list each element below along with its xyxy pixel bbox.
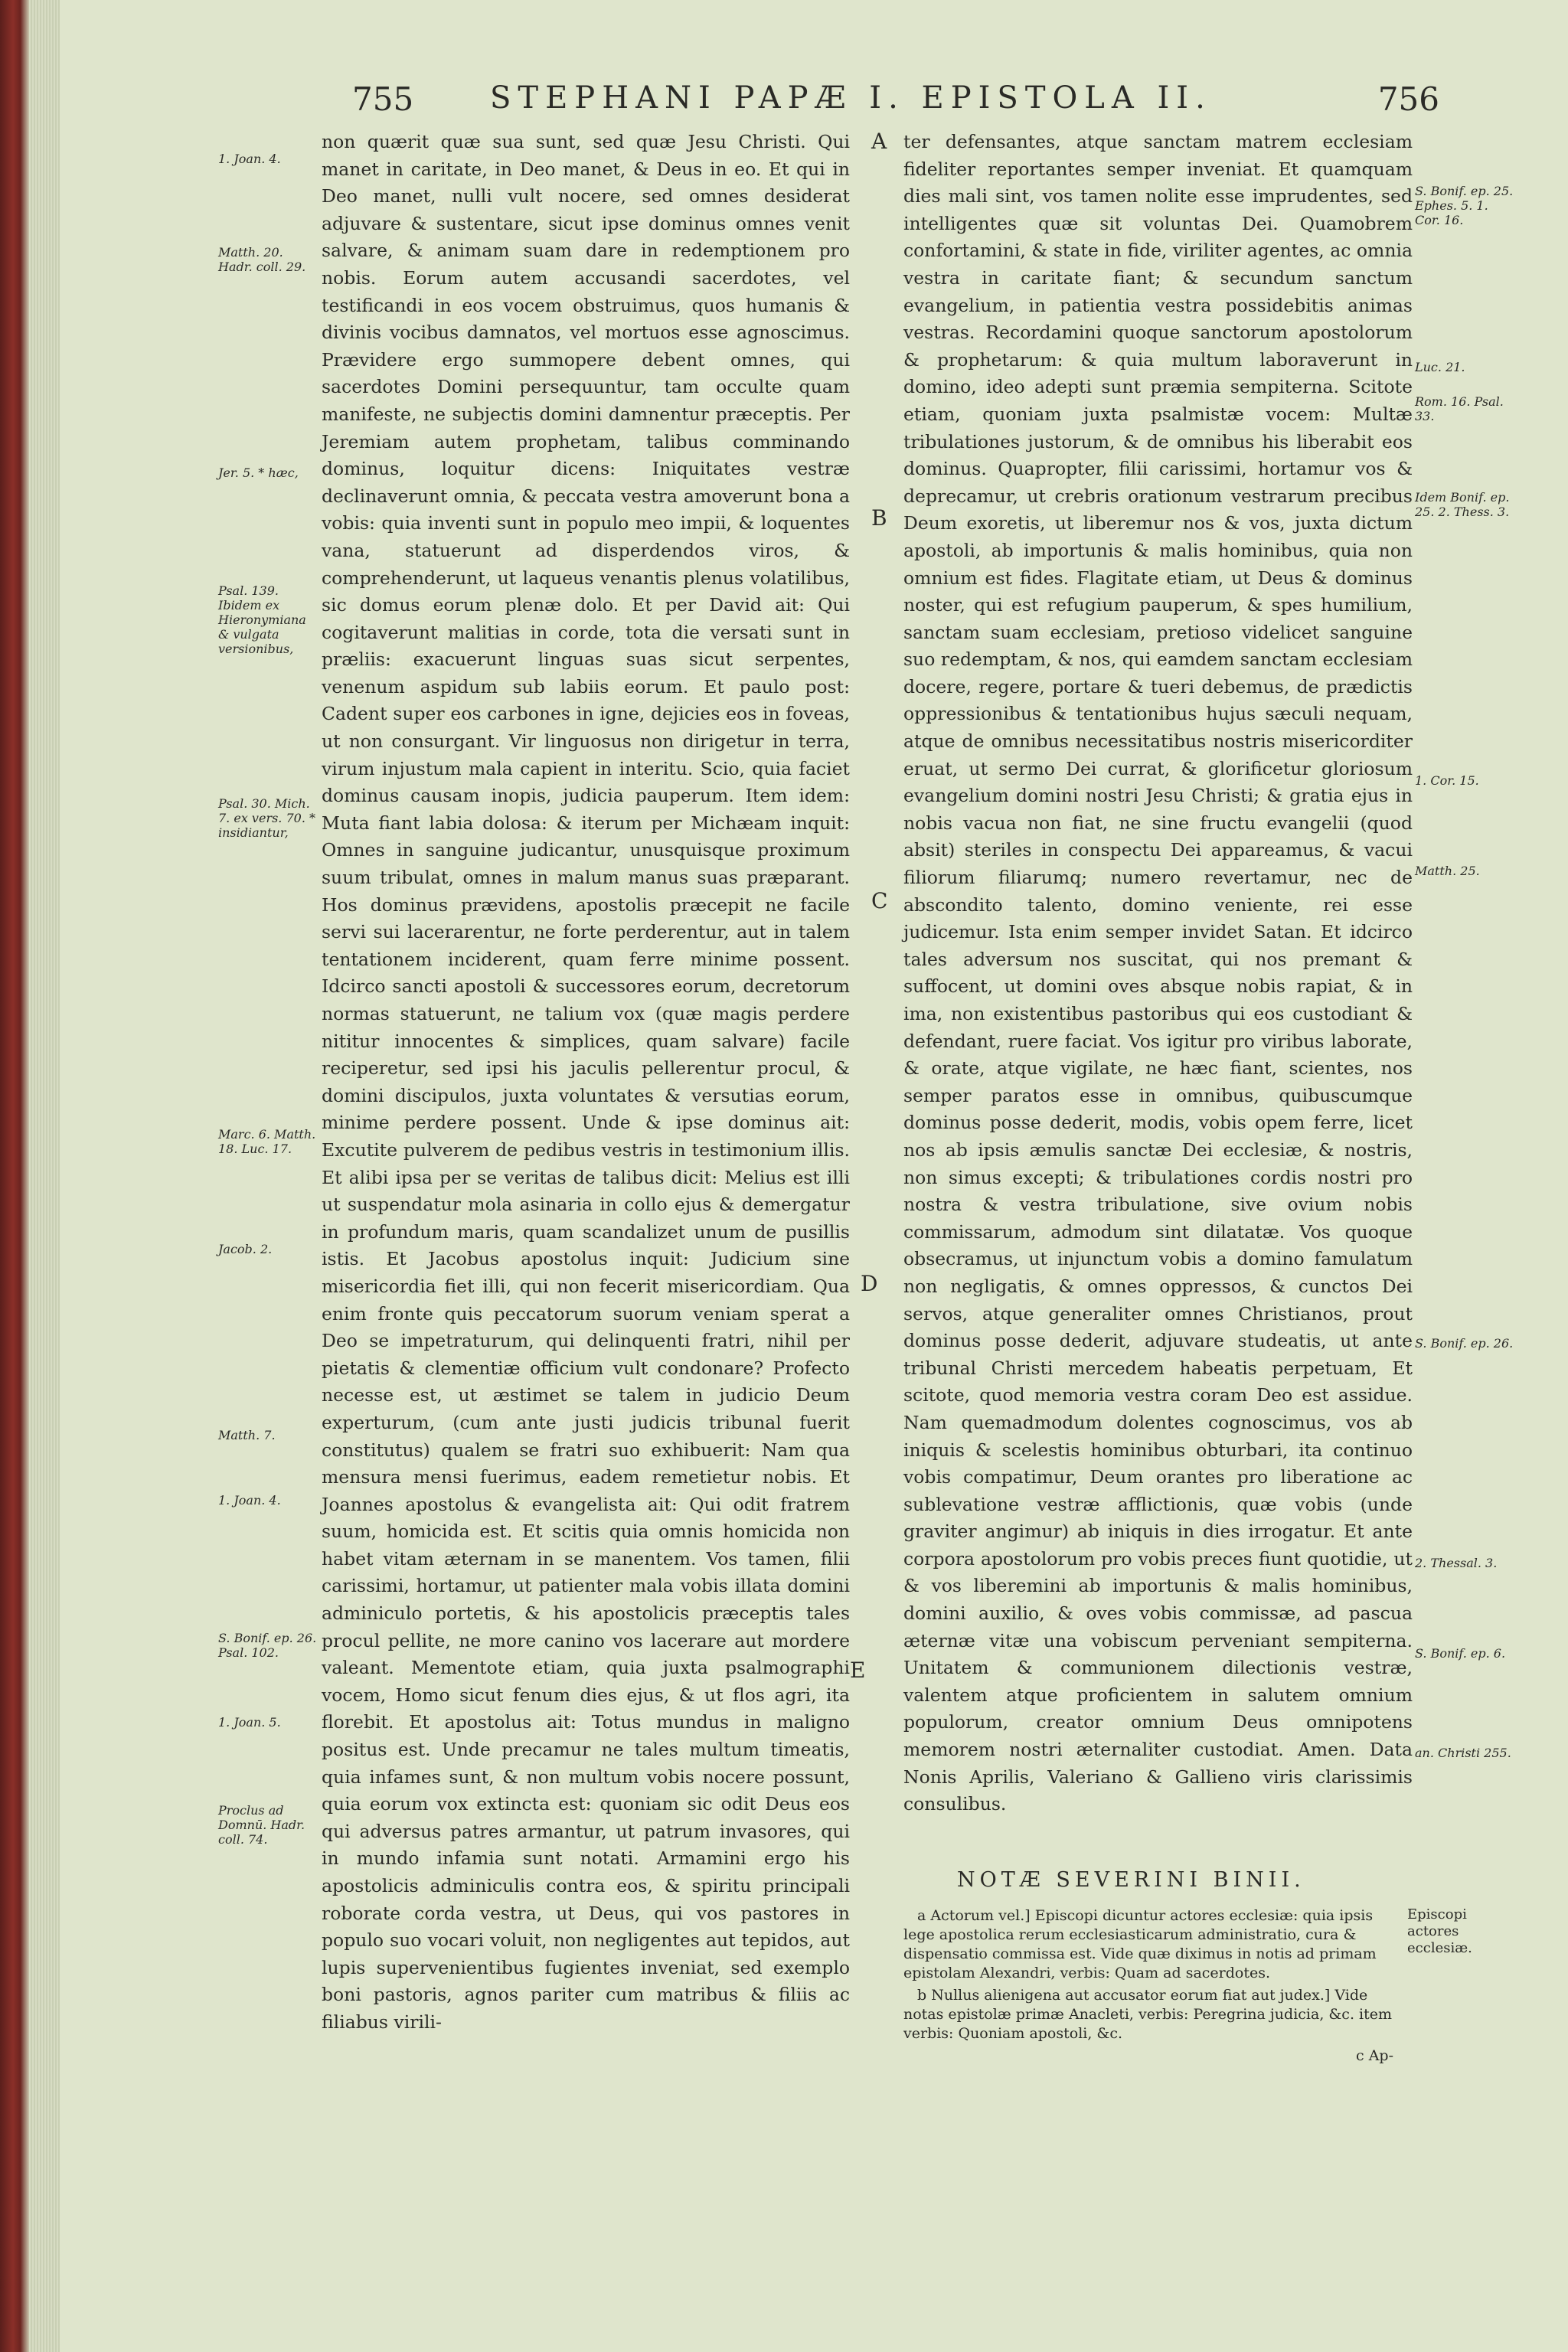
page-number-left: 755 <box>352 80 414 118</box>
note-item: c Ap- <box>1356 2047 1393 2064</box>
margin-ref-right: an. Christi 255. <box>1415 1746 1511 1760</box>
section-letter-b: B <box>871 505 887 531</box>
margin-ref-left: 1. Joan. 5. <box>218 1715 281 1730</box>
margin-ref-left: S. Bonif. ep. 26. Psal. 102. <box>218 1631 317 1660</box>
section-letter-c: C <box>871 888 888 913</box>
margin-ref-left: Marc. 6. Matth. 18. Luc. 17. <box>218 1127 316 1156</box>
note-item: b Nullus alienigena aut accusator eorum fiat aut judex.] Vide notas epistolæ primæ Anacleti, verbis: Peregrina judicia, &c. item verbis: Quoniam apostoli, &c. <box>903 1987 1393 2042</box>
section-letter-d: D <box>861 1271 878 1296</box>
notes-block <box>903 1906 1393 2069</box>
margin-ref-right: Rom. 16. Psal. 33. <box>1415 394 1504 423</box>
margin-ref-left: Jer. 5. * hæc, <box>218 466 299 480</box>
margin-ref-left: 1. Joan. 4. <box>218 152 281 166</box>
page-header <box>352 80 1439 126</box>
margin-ref-right: S. Bonif. ep. 26. <box>1415 1336 1514 1351</box>
margin-ref-left: 1. Joan. 4. <box>218 1493 281 1508</box>
margin-ref-right: Matth. 25. <box>1415 864 1480 878</box>
margin-ref-right: 2. Thessal. 3. <box>1415 1556 1498 1570</box>
margin-ref-right: S. Bonif. ep. 25. Ephes. 5. 1. Cor. 16. <box>1415 184 1514 227</box>
margin-ref-left: Matth. 7. <box>218 1428 276 1442</box>
margin-ref-right: 1. Cor. 15. <box>1415 773 1479 788</box>
margin-ref-left: Jacob. 2. <box>218 1242 273 1256</box>
section-letter-a: A <box>871 129 887 154</box>
right-column-text: ter defensantes, atque sanctam matrem ecclesiam fideliter reportantes semper inveniat. Et quamquam dies mali sint, vos tamen nolite esse imprudentes, sed intelligentes quæ sit voluntas Dei. Quamobrem confortamini, & state in fide, viriliter agentes, ac omnia vestra in caritate fiant; & secundum sanctum evangelium, in patientia vestra possidebitis animas vestras. Recordamini quoque sanctorum apostolorum & prophetarum: & quia multum laboraverunt in domino, ideo adepti sunt præmia sempiterna. Scitote etiam, quoniam juxta psalmistæ vocem: Multæ tribulationes justorum, & de omnibus his liberabit eos dominus. Quapropter, filii carissimi, hortamur vos & deprecamur, ut crebris orationum vestrarum precibus Deum exoretis, ut liberemur nos & vos, juxta dictum apostoli, ab importunis & malis hominibus, quia non omnium est fides. Flagitate etiam, ut Deus & dominus noster, qui est refugium pauperum, & spes humilium, sanctam suam ecclesiam, pretioso videlicet sanguine suo redemptam, & nos, qui eamdem sanctam ecclesiam docere, regere, portare & tueri debemus, de prædictis oppressionibus & tentationibus hujus sæculi nequam, atque de omnibus necessitatibus nostris misericorditer eruat, ut sermo Dei currat, & glorificetur gloriosum evangelium domini nostri Jesu Christi; & gratia ejus in nobis vacua non fiat, ne sine fructu evangelii (quod absit) steriles in conspectu Dei appareamus, & vacui filiorum filiarumq; numero revertamur, nec de abscondito talento, domino veniente, rei esse judicemur. Ista enim semper invidet Satan. Et idcirco tales adversum nos suscitat, qui nos premant & suffocent, ut domini oves absque nobis rapiat, & in ima, non existentibus pastoribus qui eos custodiant & defendant, ruere faciat. Vos igitur pro viribus laborate, & orate, atque vigilate, ne hæc fiant, scientes, nos semper paratos esse in omnibus, quibuscumque dominus posse dederit, modis, vobis opem ferre, licet nos ab ipsis æmulis sanctæ Dei ecclesiæ, & nostris, non simus excepti; & tribulationes cordis nostri pro nostra & vestra tribulatione, sive ovium nobis commissarum, admodum sint dilatatæ. Vos quoque obsecramus, ut injunctum vobis a domino famulatum non negligatis, & omnes oppressos, & cunctos Dei servos, atque generaliter omnes Christianos, prout dominus posse dederit, adjuvare studeatis, ut ante tribunal Christi mercedem habeatis perpetuam, Et scitote, quod memoria vestra coram Deo est assidue. Nam quemadmodum dolentes cognoscimus, vos ab iniquis & scelestis hominibus obturbari, ita continuo vobis compatimur, Deum orantes pro liberatione ac sublevatione vestræ afflictionis, quæ vobis (unde graviter angimur) ab iniquis in dies irrogatur. Et ante corpora apostolorum pro vobis preces fiunt quotidie, ut & vos liberemini ab importunis & malis hominibus, domini auxilio, & oves vobis commissæ, ad pascua æternæ vitæ una vobiscum perveniant sempiterna. Unitatem & communionem dilectionis vestræ, valentem atque proficientem in salutem omnium populorum, creator omnium Deus omnipotens memorem nostri æternaliter custodiat. Amen. Data Nonis Aprilis, Valeriano & Gallieno viris clarissimis consulibus. <box>903 131 1413 1815</box>
page-number-right: 756 <box>1377 80 1439 118</box>
margin-ref-left: Psal. 139. Ibidem ex Hieronymiana & vulgata versionibus, <box>218 583 306 656</box>
margin-ref-right: S. Bonif. ep. 6. <box>1415 1646 1506 1661</box>
note-item: a Actorum vel.] Episcopi dicuntur actores ecclesiæ: quia ipsis lege apostolica rerum ecclesiasticarum administratio, cura & dispensatio commissa est. Vide quæ diximus in notis ad primam epistolam Alexandri, verbis: Quam ad sacerdotes. <box>903 1907 1377 1981</box>
margin-ref-right: Luc. 21. <box>1415 360 1465 374</box>
notes-heading: NOTÆ SEVERINI BINII. <box>957 1868 1305 1892</box>
left-column <box>322 129 850 2037</box>
section-letter-e: E <box>850 1658 866 1683</box>
right-column <box>903 129 1413 1818</box>
margin-ref-left: Proclus ad Domnū. Hadr. coll. 74. <box>218 1803 305 1847</box>
running-title: STEPHANI PAPÆ I. EPISTOLA II. <box>490 80 1212 116</box>
margin-ref-left: Psal. 30. Mich. 7. ex vers. 70. * insidiantur, <box>218 796 315 840</box>
left-column-text: non quærit quæ sua sunt, sed quæ Jesu Christi. Qui manet in caritate, in Deo manet, & Deus in eo. Et qui in Deo manet, nulli vult nocere, sed omnes desiderat adjuvare & sustentare, sicut ipse dominus omnes venit salvare, & animam suam dare in redemptionem pro nobis. Eorum autem accusandi sacerdotes, vel testificandi in eos vocem obstruimus, quos humanis & divinis vocibus damnatos, vel mortuos esse agnoscimus. Prævidere ergo summopere debent omnes, qui sacerdotes Domini persequuntur, tam occulte quam manifeste, ne subjectis domini damnentur præceptis. Per Jeremiam autem prophetam, talibus comminando dominus, loquitur dicens: Iniquitates vestræ declinaverunt omnia, & peccata vestra amoverunt bona a vobis: quia inventi sunt in populo meo impii, & loquentes vana, statuerunt ad disperdendos viros, & comprehenderunt, ut laqueus venantis plenus volatilibus, sic domus eorum plenæ dolo. Et per David ait: Qui cogitaverunt malitias in corde, tota die versati sunt in præliis: exacuerunt linguas suas sicut serpentes, venenum aspidum sub labiis eorum. Et paulo post: Cadent super eos carbones in igne, dejicies eos in foveas, ut non consurgant. Vir linguosus non dirigetur in terra, virum injustum mala capient in interitu. Scio, quia faciet dominus causam inopis, judicia pauperum. Item idem: Muta fiant labia dolosa: & iterum per Michæam inquit: Omnes in sanguine judicantur, unusquisque proximum suum tribulat, omnes in malum manus suas præparant. Hos dominus prævidens, apostolis præcepit ne facile servi sui lacerarentur, ne forte perderentur, aut in talem tentationem inciderent, quam ferre minime possent. Idcirco sancti apostoli & successores eorum, decretorum normas statuerunt, ne talium vox (quæ magis perdere nititur innocentes & simplices, quam salvare) facile reciperetur, sed ipsi his jaculis pellerentur procul, & domini discipulos, juxta voluntates & versutias eorum, minime perdere possent. Unde & ipse dominus ait: Excutite pulverem de pedibus vestris in testimonium illis. Et alibi ipsa per se veritas de talibus dicit: Melius est illi ut suspendatur mola asinaria in collo ejus & demergatur in profundum maris, quam scandalizet unum de pusillis istis. Et Jacobus apostolus inquit: Judicium sine misericordia fiet illi, qui non fecerit misericordiam. Qua enim fronte quis peccatorum suorum veniam sperat a Deo se impetraturum, qui delinquenti fratri, nihil per pietatis & clementiæ officium vult condonare? Profecto necesse est, ut æstimet se talem in judicio Deum experturum, (cum ante justi judicis tribunal fuerit constitutus) qualem se fratri suo exhibuerit: Nam qua mensura mensi fuerimus, eadem remetietur nobis. Et Joannes apostolus & evangelista ait: Qui odit fratrem suum, homicida est. Et scitis quia omnis homicida non habet vitam æternam in se manentem. Vos tamen, filii carissimi, hortamur, ut patienter mala vobis illata domini adminiculo portetis, & his apostolicis præceptis tales procul pellite, ne more canino vos lacerare aut mordere valeant. Mementote etiam, quia juxta psalmographi vocem, Homo sicut fenum dies ejus, & ut flos agri, ita florebit. Et apostolus ait: Totus mundus in maligno positus est. Unde precamur ne tales multum timeatis, quia infames sunt, & non multum vobis nocere possunt, quia eorum vox extincta est: quoniam sic odit Deus eos qui adversus patres armantur, ut patrum invasores, qui in mundo infamia sunt notati. Armamini ergo his apostolicis adminiculis contra eos, & spiritu principali roborate corda vestra, ut Deus, qui vos pastores in populo suo vocari voluit, non negligentes aut tepidos, aut lupis supervenientibus fugientes inveniat, sed exemplo boni pastoris, agnos pariter cum matribus & filiis ac filiabus virili- <box>322 131 850 2033</box>
book-spine <box>0 0 29 2352</box>
margin-ref-right: Idem Bonif. ep. 25. 2. Thess. 3. <box>1415 490 1510 519</box>
page-edges <box>29 0 60 2352</box>
margin-ref-left: Matth. 20. Hadr. coll. 29. <box>218 245 306 274</box>
notes-side-label: Episcopi actores ecclesiæ. <box>1407 1906 1472 1956</box>
